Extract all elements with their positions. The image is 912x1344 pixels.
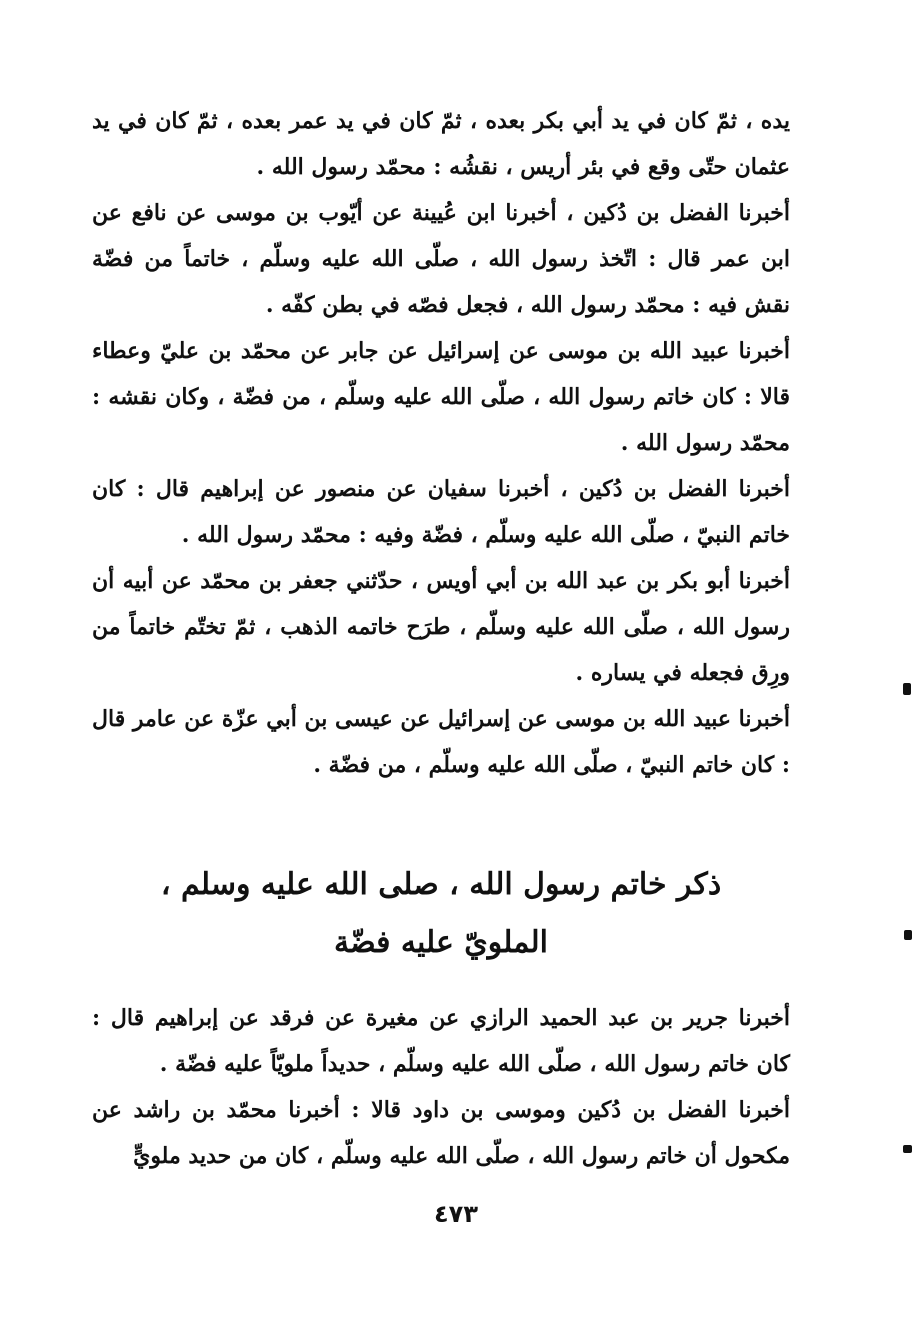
text-block-bottom bbox=[92, 995, 790, 1179]
section-heading bbox=[92, 856, 790, 972]
text-block-top bbox=[92, 98, 790, 788]
paragraph: أخبرنا الفضل بن دُكين وموسى بن داود قالا : أخبرنا محمّد بن راشد عن مكحول أن خاتم رسول الله ، صلّى الله عليه وسلّم ، كان من حديد ملويٍّ bbox=[92, 1097, 790, 1169]
section-heading-line-1: ذكر خاتم رسول الله ، صلى الله عليه وسلم ، bbox=[160, 867, 722, 902]
scan-edge-mark bbox=[903, 1145, 912, 1153]
paragraph: أخبرنا عبيد الله بن موسى عن إسرائيل عن جابر عن محمّد بن عليّ وعطاء قالا : كان خاتم رسول الله ، صلّى الله عليه وسلّم ، من فضّة ، وكان نقشه : محمّد رسول الله . bbox=[92, 338, 790, 456]
section-heading-line-2: الملويّ عليه فضّة bbox=[333, 925, 549, 960]
paragraph: أخبرنا عبيد الله بن موسى عن إسرائيل عن عيسى بن أبي عزّة عن عامر قال : كان خاتم النبيّ ، صلّى الله عليه وسلّم ، من فضّة . bbox=[92, 706, 790, 778]
paragraph: أخبرنا الفضل بن دُكين ، أخبرنا سفيان عن منصور عن إبراهيم قال : كان خاتم النبيّ ، صلّى الله عليه وسلّم ، فضّة وفيه : محمّد رسول الله . bbox=[92, 476, 790, 548]
paragraph: أخبرنا أبو بكر بن عبد الله بن أبي أويس ، حدّثني جعفر بن محمّد عن أبيه أن رسول الله ، صلّى الله عليه وسلّم ، طرَح خاتمه الذهب ، ثمّ تختّم خاتماً من ورِق فجعله في يساره . bbox=[92, 568, 790, 686]
scan-edge-mark bbox=[903, 683, 911, 695]
scan-edge-mark bbox=[904, 930, 912, 940]
paragraph: يده ، ثمّ كان في يد أبي بكر بعده ، ثمّ كان في يد عمر بعده ، ثمّ كان في يد عثمان حتّى وقع في بئر أريس ، نقشُه : محمّد رسول الله . bbox=[92, 108, 790, 180]
paragraph: أخبرنا جرير بن عبد الحميد الرازي عن مغيرة عن فرقد عن إبراهيم قال : كان خاتم رسول الله ، صلّى الله عليه وسلّم ، حديداً ملويّاً عليه فضّة . bbox=[92, 1005, 790, 1077]
page-number: ٤٧٣ bbox=[434, 1200, 478, 1228]
paragraph: أخبرنا الفضل بن دُكين ، أخبرنا ابن عُيينة عن أيّوب بن موسى عن نافع عن ابن عمر قال : اتّخذ رسول الله ، صلّى الله عليه وسلّم ، خاتماً من فضّة نقش فيه : محمّد رسول الله ، فجعل فصّه في بطن كفّه . bbox=[92, 200, 790, 318]
